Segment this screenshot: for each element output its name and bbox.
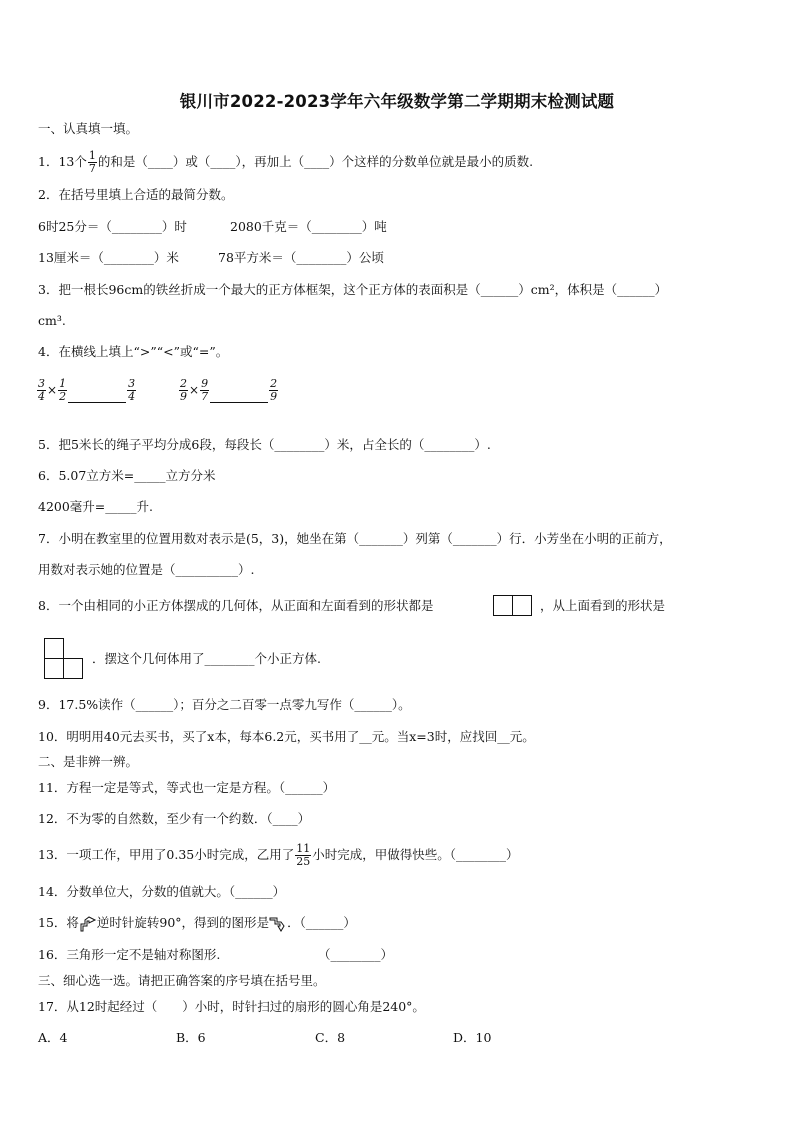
question-2-row1-b: 2080千克＝（________）吨: [230, 219, 387, 234]
q4-e1-b-den: 2: [59, 390, 67, 403]
question-1: [38, 150, 533, 175]
q4-e1-b-num: 1: [59, 377, 67, 390]
q15-middle: 逆时针旋转90°，得到的图形是: [96, 915, 270, 930]
question-11: 11．方程一定是等式，等式也一定是方程。（______）: [38, 780, 336, 795]
question-3-line2: cm³.: [38, 313, 66, 328]
top-view-cell-bottom-left: [44, 658, 64, 679]
question-15: [38, 914, 356, 932]
q4-e1-frac-a: [37, 378, 46, 403]
question-2-row1-a: 6时25分＝（________）时: [38, 219, 187, 234]
question-5: 5．把5米长的绳子平均分成6段，每段长（________）米，占全长的（________）.: [38, 437, 491, 452]
q4-e2-a-num: 2: [180, 377, 187, 390]
question-17-stem: 17．从12时起经过（ ）小时，时针扫过的扇形的圆心角是240°。: [38, 999, 425, 1014]
q4-e2-c-den: 9: [270, 390, 278, 403]
q4-e2-frac-a: [179, 378, 188, 403]
q13-fraction: [295, 843, 311, 868]
q4-e2-frac-b: [200, 378, 209, 403]
q4-e2-c-num: 2: [270, 377, 278, 390]
section-heading-fill: 一、认真填一填。: [38, 121, 139, 136]
q4-e1-frac-c: [127, 378, 136, 403]
q1-fraction: [88, 150, 97, 175]
question-10: 10．明明用40元去买书，买了x本，每本6.2元，买书用了__元。当x=3时，应找回__元。: [38, 729, 535, 744]
q13-fraction-numerator: 11: [296, 842, 311, 855]
question-16-blank[interactable]: （________）: [318, 947, 394, 962]
q15-prefix: 15．将: [38, 915, 79, 930]
original-shape-icon: [79, 916, 97, 932]
question-2-row2-a: 13厘米＝（________）米: [38, 250, 179, 265]
q4-e2-operator: ×: [189, 383, 200, 397]
rotated-shape-icon: [269, 916, 287, 932]
q1-fraction-denominator: 7: [88, 162, 96, 175]
question-2-stem: 2．在括号里填上合适的最简分数。: [38, 187, 234, 202]
q4-e2-answer-line[interactable]: [210, 388, 268, 403]
q17-option-a[interactable]: A．4: [38, 1030, 68, 1045]
question-3-line1: 3．把一根长96cm的铁丝折成一个最大的正方体框架，这个正方体的表面积是（______）cm²，体积是（______）: [38, 282, 668, 297]
question-8-line2: ．摆这个几何体用了________个小正方体.: [92, 651, 321, 666]
q4-e1-frac-b: [58, 378, 67, 403]
top-view-cell-top: [44, 638, 64, 659]
top-view-cell-bottom-right: [63, 658, 83, 679]
question-13: [38, 843, 519, 868]
question-6-line1: 6．5.07立方米=_____立方分米: [38, 468, 216, 483]
q1-prefix: 1．13个: [38, 154, 87, 169]
question-2-row2-b: 78平方米＝（________）公顷: [218, 250, 384, 265]
q4-e2-b-num: 9: [201, 377, 209, 390]
section-heading-multiple-choice: 三、细心选一选。请把正确答案的序号填在括号里。: [38, 973, 326, 988]
q4-e1-answer-line[interactable]: [68, 388, 126, 403]
question-14: 14．分数单位大，分数的值就大。（______）: [38, 884, 286, 899]
q1-fraction-numerator: 1: [88, 149, 96, 162]
q4-e2-a-den: 9: [180, 390, 187, 403]
q4-e1-a-den: 4: [38, 390, 45, 403]
q13-fraction-denominator: 25: [296, 855, 311, 868]
q4-e1-c-den: 4: [128, 390, 136, 403]
q17-option-d[interactable]: D．10: [453, 1030, 492, 1045]
front-view-cell-right: [512, 595, 532, 616]
question-16-text: 16．三角形一定不是轴对称图形.: [38, 947, 221, 962]
q4-e2-frac-c: [269, 378, 278, 403]
question-8-part2: ，从上面看到的形状是: [540, 598, 666, 613]
q4-e1-operator: ×: [47, 383, 58, 397]
q13-prefix: 13．一项工作，甲用了0.35小时完成，乙用了: [38, 847, 295, 862]
question-4-expression-2: [178, 378, 279, 403]
question-7-line2: 用数对表示她的位置是（__________）.: [38, 562, 255, 577]
question-6-line2: 4200毫升=_____升.: [38, 499, 154, 514]
question-7-line1: 7．小明在教室里的位置用数对表示是(5，3)，她坐在第（_______）列第（_______）行．小芳坐在小明的正前方，: [38, 531, 672, 546]
question-9: 9．17.5%读作（______）；百分之二百零一点零九写作（______）。: [38, 697, 411, 712]
page-title: 银川市2022-2023学年六年级数学第二学期期末检测试题: [179, 92, 615, 111]
section-heading-true-false: 二、是非辨一辨。: [38, 754, 139, 769]
q17-option-c[interactable]: C．8: [315, 1030, 346, 1045]
q13-suffix: 小时完成，甲做得快些。（________）: [312, 847, 519, 862]
q17-option-b[interactable]: B．6: [176, 1030, 206, 1045]
q1-suffix: 的和是（____）或（____），再加上（____）个这样的分数单位就是最小的质数.: [97, 154, 534, 169]
q4-e2-b-den: 7: [201, 390, 209, 403]
q4-e1-a-num: 3: [38, 377, 45, 390]
q4-e1-c-num: 3: [128, 377, 136, 390]
q15-suffix: ．（______）: [287, 915, 356, 930]
front-view-cell-left: [493, 595, 513, 616]
question-12: 12．不为零的自然数，至少有一个约数．（____）: [38, 811, 311, 826]
question-4-expression-1: [36, 378, 137, 403]
question-4-stem: 4．在横线上填上“>”“<”或“=”。: [38, 344, 229, 359]
question-8-part1: 8．一个由相同的小正方体摆成的几何体，从正面和左面看到的形状都是: [38, 598, 434, 613]
